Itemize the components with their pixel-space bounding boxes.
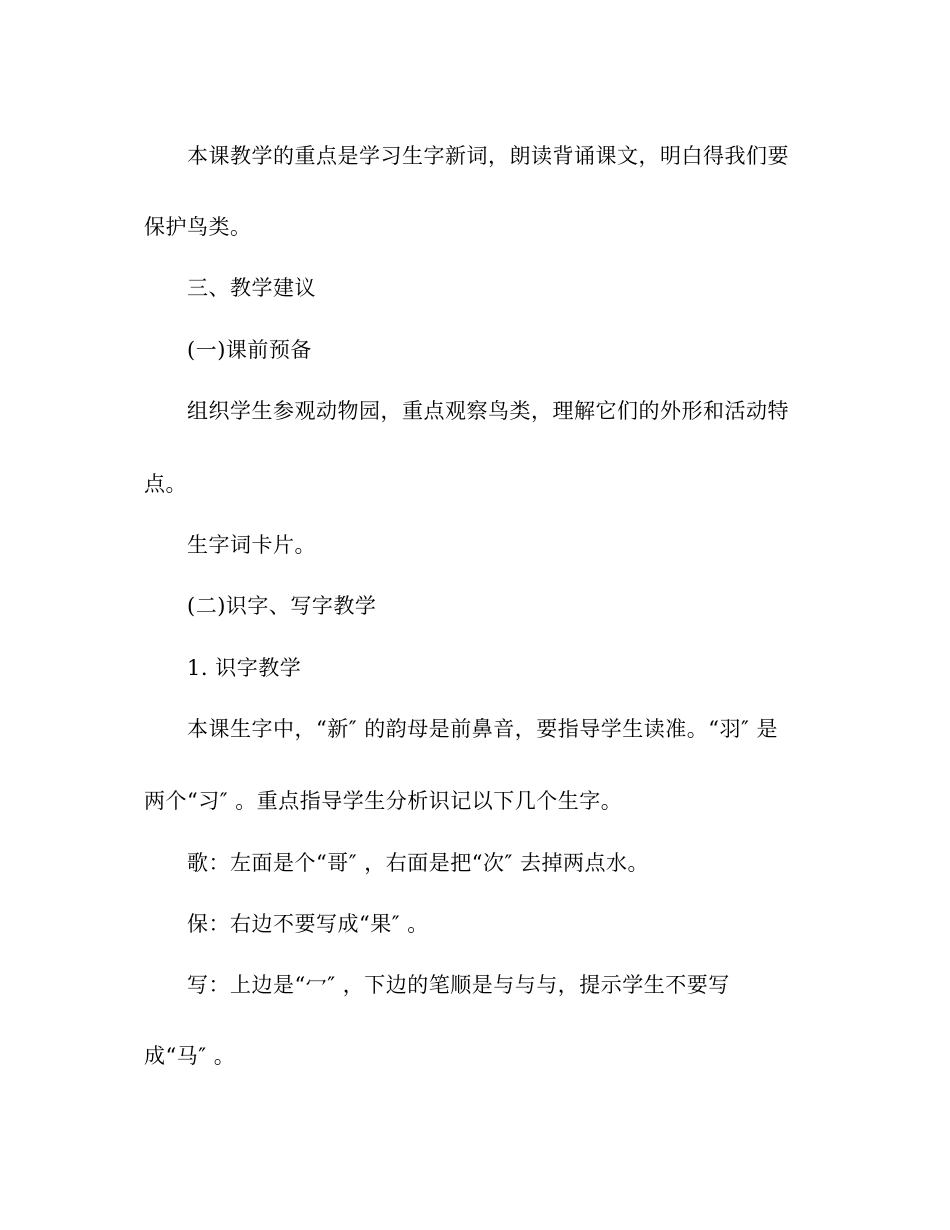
- paragraph-line: 写：上边是“冖″ ，下边的笔顺是与与与，提示学生不要写: [187, 973, 730, 997]
- numbered-heading: 1. 识字教学: [187, 656, 302, 680]
- paragraph-line: 歌：左面是个“哥″ ，右面是把“次″ 去掉两点水。: [187, 851, 650, 875]
- paragraph-line: 点。: [144, 472, 187, 496]
- subsection-heading: (二)识字、写字教学: [187, 594, 377, 618]
- paragraph-line: 生字词卡片。: [187, 533, 316, 557]
- paragraph-line: 保护鸟类。: [144, 215, 252, 239]
- paragraph-line: 本课生字中，“新″ 的韵母是前鼻音，要指导学生读准。“羽″ 是: [187, 717, 779, 741]
- subsection-heading: (一)课前预备: [187, 338, 312, 362]
- paragraph-line: 成“马″ 。: [144, 1044, 236, 1068]
- paragraph-line: 两个“习″ 。重点指导学生分析识记以下几个生字。: [144, 789, 623, 813]
- paragraph-line: 本课教学的重点是学习生字新词，朗读背诵课文，明白得我们要: [187, 144, 789, 168]
- paragraph-line: 保：右边不要写成“果″ 。: [187, 912, 429, 936]
- section-heading: 三、教学建议: [187, 276, 316, 300]
- paragraph-line: 组织学生参观动物园，重点观察鸟类，理解它们的外形和活动特: [187, 399, 789, 423]
